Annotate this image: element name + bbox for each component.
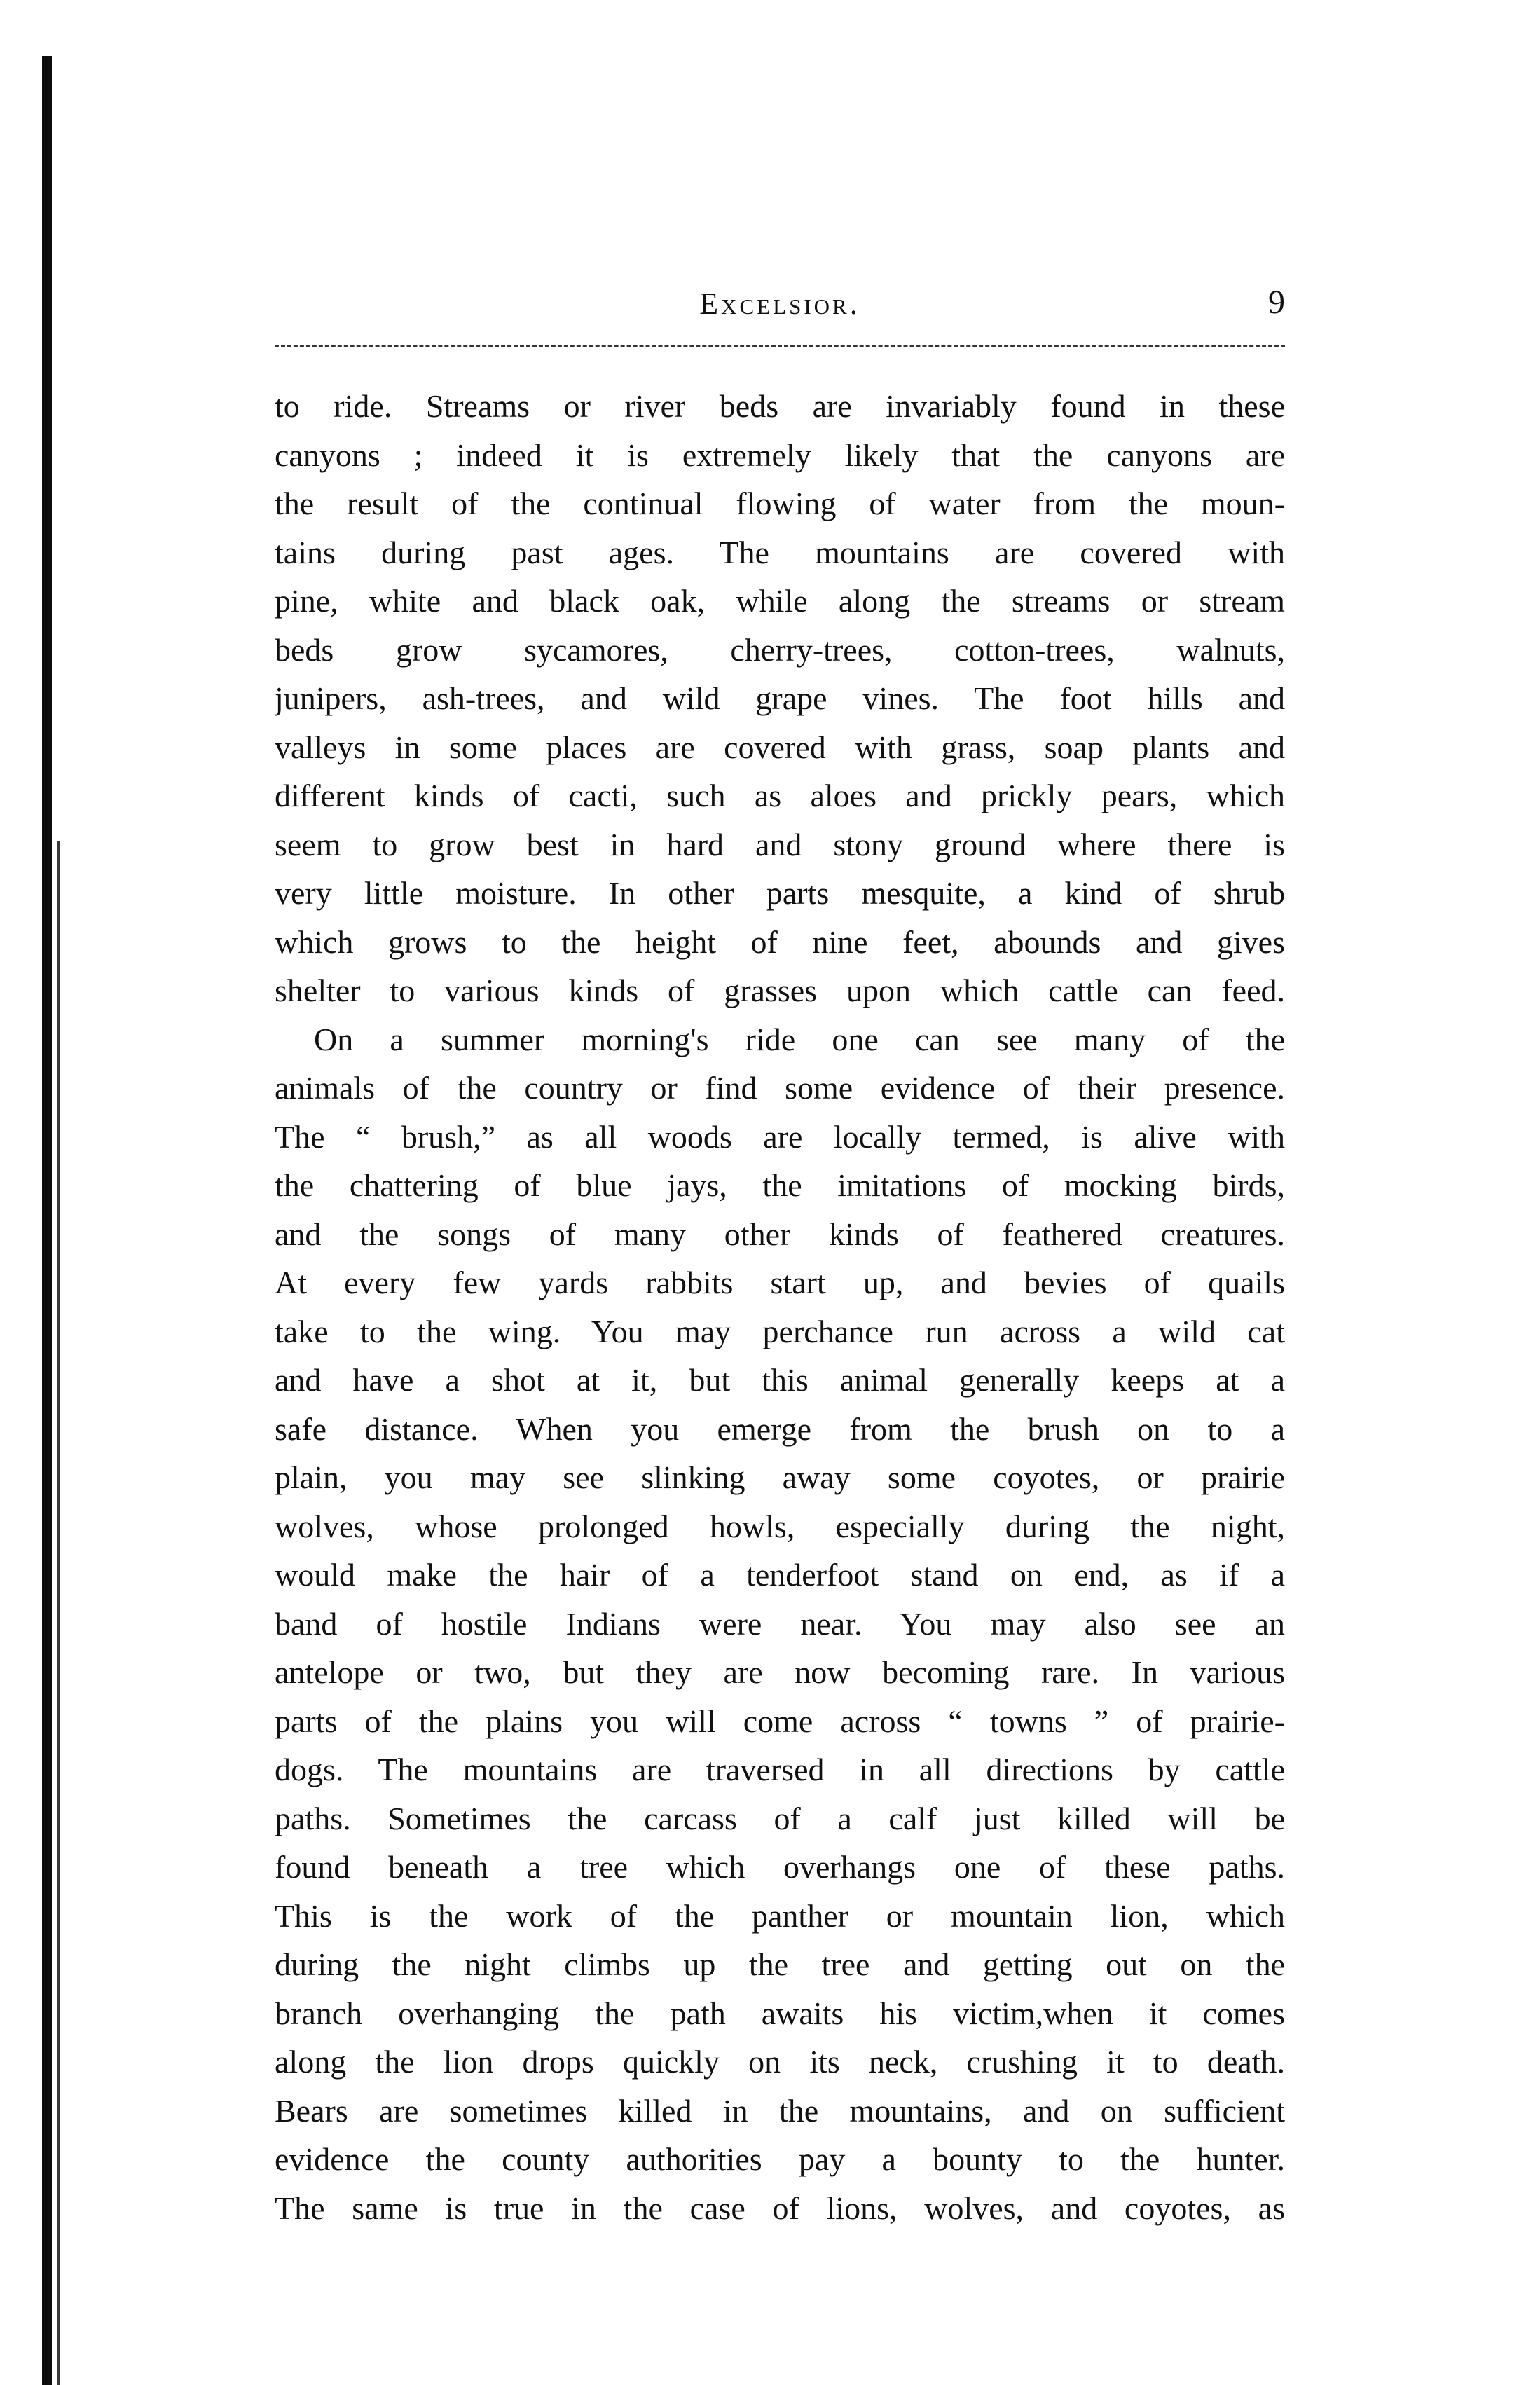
paragraph-2 xyxy=(275,1015,1285,2233)
text-line: and have a shot at it, but this animal generally keeps at a xyxy=(275,1362,1285,1398)
text-line: Bears are sometimes killed in the mountains, and on sufficient xyxy=(275,2092,1285,2129)
text-line: band of hostile Indians were near. You may also see an xyxy=(275,1605,1285,1642)
text-line: plain, you may see slinking away some coyotes, or prairie xyxy=(275,1459,1285,1495)
text-line: evidence the county authorities pay a bounty to the hunter. xyxy=(275,2141,1285,2177)
text-line: safe distance. When you emerge from the brush on to a xyxy=(275,1410,1285,1447)
text-line: along the lion drops quickly on its neck, crushing it to death. xyxy=(275,2044,1285,2080)
text-line: valleys in some places are covered with grass, soap plants and xyxy=(275,729,1285,765)
text-line: which grows to the height of nine feet, abounds and gives xyxy=(275,923,1285,960)
text-line: antelope or two, but they are now becoming rare. In various xyxy=(275,1654,1285,1690)
text-line: to ride. Streams or river beds are invariably found in these xyxy=(275,388,1285,424)
text-line: different kinds of cacti, such as aloes and prickly pears, which xyxy=(275,778,1285,813)
binding-edge-line xyxy=(57,841,60,2385)
text-line: At every few yards rabbits start up, and bevies of quails xyxy=(275,1265,1285,1300)
text-line: beds grow sycamores, cherry-trees, cotton-trees, walnuts, xyxy=(275,631,1285,668)
text-line: animals of the country or find some evidence of their presence. xyxy=(275,1070,1285,1106)
text-line: On a summer morning's ride one can see many of the xyxy=(314,1021,1285,1057)
text-line: very little moisture. In other parts mesquite, a kind of shrub xyxy=(275,875,1285,911)
text-line: shelter to various kinds of grasses upon which cattle can feed. xyxy=(275,972,1285,1008)
text-line: The “ brush,” as all woods are locally termed, is alive with xyxy=(275,1118,1285,1155)
paragraph-1 xyxy=(275,382,1285,1015)
text-line: and the songs of many other kinds of feathered creatures. xyxy=(275,1216,1285,1252)
running-title: Excelsior. xyxy=(699,287,860,321)
text-line: pine, white and black oak, while along the streams or stream xyxy=(275,583,1285,619)
text-line: found beneath a tree which overhangs one of these paths. xyxy=(275,1849,1285,1885)
text-line: seem to grow best in hard and stony ground where there is xyxy=(275,826,1285,862)
text-line: parts of the plains you will come across “ towns ” of prairie- xyxy=(275,1703,1285,1739)
text-line: paths. Sometimes the carcass of a calf just killed will be xyxy=(275,1800,1285,1836)
text-line: This is the work of the panther or mountain lion, which xyxy=(275,1897,1285,1934)
body-text xyxy=(275,382,1285,2232)
text-line: dogs. The mountains are traversed in all directions by cattle xyxy=(275,1752,1285,1787)
text-line: would make the hair of a tenderfoot stand on end, as if a xyxy=(275,1557,1285,1593)
text-line: the result of the continual flowing of water from the moun- xyxy=(275,486,1285,521)
running-head xyxy=(275,280,1285,336)
text-line: the chattering of blue jays, the imitations of mocking birds, xyxy=(275,1167,1285,1203)
text-line: junipers, ash-trees, and wild grape vines. The foot hills and xyxy=(275,680,1285,716)
header-rule xyxy=(275,345,1285,347)
binding-edge-shadow xyxy=(42,56,52,2385)
text-line: wolves, whose prolonged howls, especially during the night, xyxy=(275,1508,1285,1544)
text-line: branch overhanging the path awaits his victim,when it comes xyxy=(275,1995,1285,2031)
page-number: 9 xyxy=(1268,284,1285,321)
text-line: during the night climbs up the tree and getting out on the xyxy=(275,1946,1285,1982)
text-line: tains during past ages. The mountains are covered with xyxy=(275,534,1285,570)
text-line: take to the wing. You may perchance run across a wild cat xyxy=(275,1313,1285,1349)
text-line: canyons ; indeed it is extremely likely that the canyons are xyxy=(275,437,1285,473)
text-line: The same is true in the case of lions, wolves, and coyotes, as xyxy=(275,2190,1285,2226)
